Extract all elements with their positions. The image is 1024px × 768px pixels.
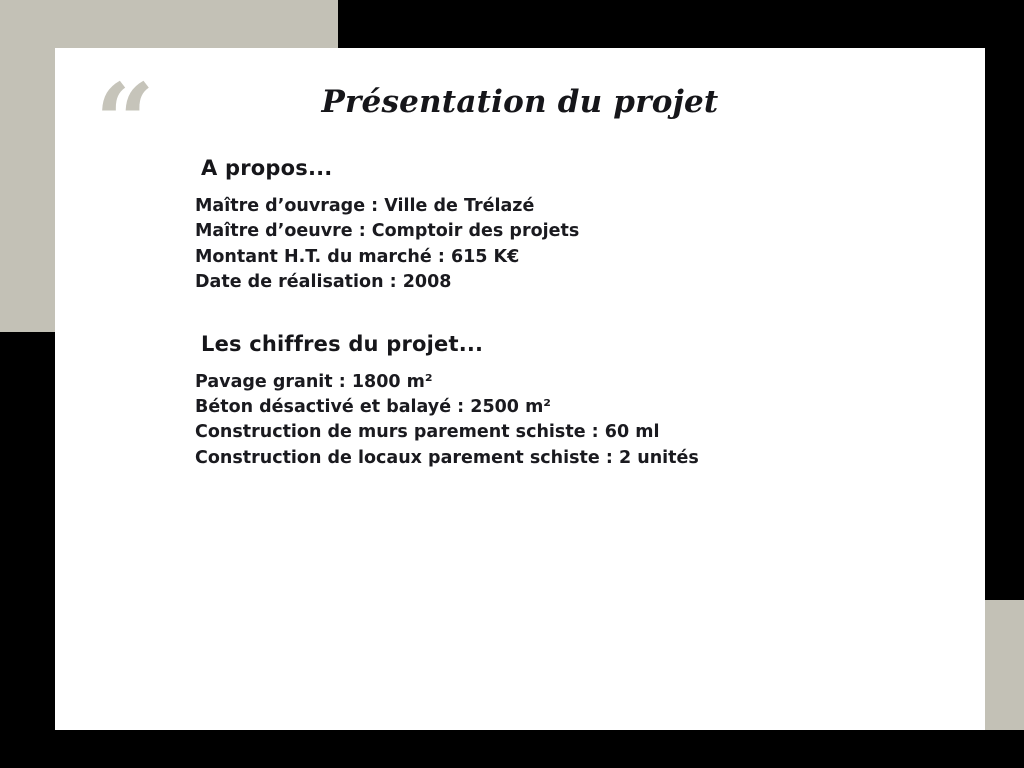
list-item: Date de réalisation : 2008 (195, 272, 452, 293)
list-item: Maître d’oeuvre : Comptoir des projets (195, 221, 580, 242)
page-title: Présentation du projet (321, 84, 719, 120)
list-item: Maître d’ouvrage : Ville de Trélazé (195, 196, 535, 216)
list-item: Montant H.T. du marché : 615 K€ (195, 246, 520, 267)
list-item: Construction de locaux parement schiste : 2 unités (195, 447, 699, 468)
section-heading-about: A propos... (201, 156, 333, 180)
section-heading-figures: Les chiffres du projet... (201, 331, 484, 356)
slide-page (55, 48, 985, 730)
list-item: Pavage granit : 1800 m² (195, 371, 433, 392)
list-item: Béton désactivé et balayé : 2500 m² (195, 396, 551, 417)
quote-mark-icon: “ (95, 60, 155, 183)
slide-content (195, 156, 935, 471)
section-lines-figures (195, 370, 935, 472)
list-item: Construction de murs parement schiste : 60 ml (195, 422, 660, 443)
section-lines-about (195, 194, 935, 296)
